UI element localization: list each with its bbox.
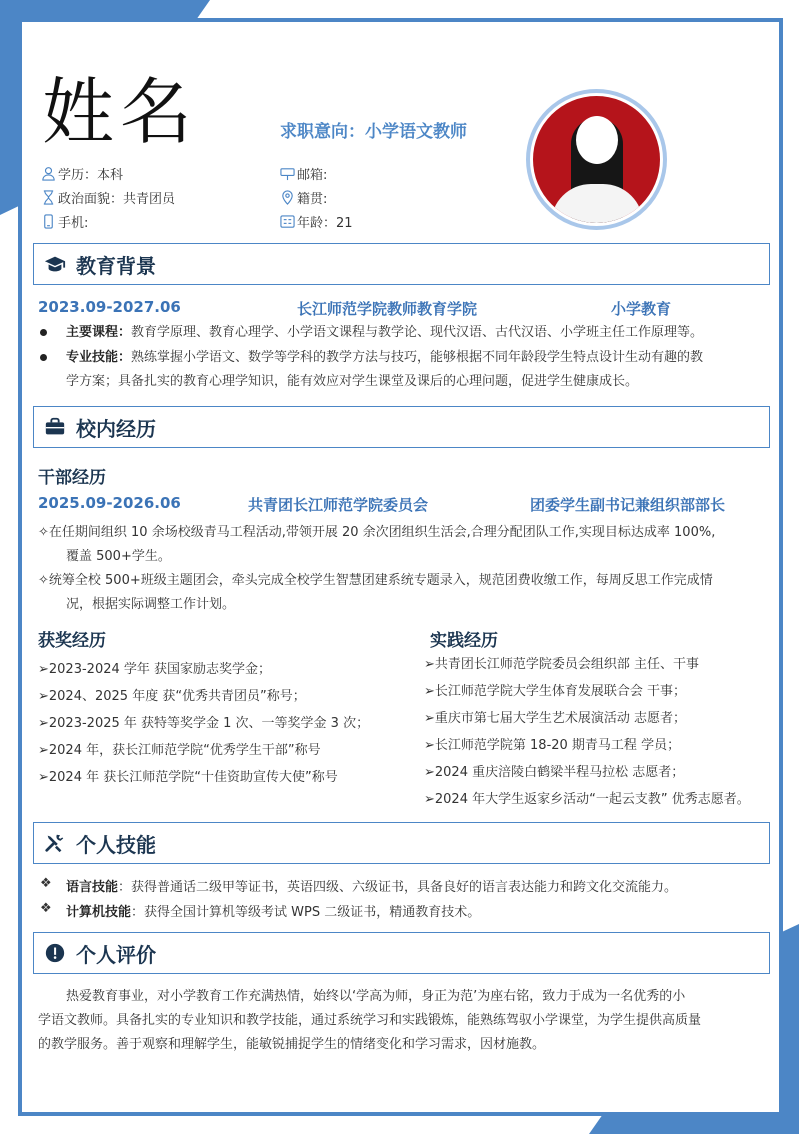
cadre-item-2b: 况，根据实际调整工作计划。: [66, 597, 236, 612]
award-item: ➢2023-2025 年 获特等奖学金 1 次、一等奖学金 3 次；: [38, 716, 370, 731]
practice-item: ➢长江师范学院大学生体育发展联合会 干事；: [424, 684, 687, 699]
mailbox-icon: [279, 165, 295, 181]
cadre-item-1b: 覆盖 500+学生。: [66, 549, 171, 564]
info-phone: [40, 211, 88, 231]
award-item: ➢2023-2024 学年 获国家励志奖学金；: [38, 662, 272, 677]
awards-title: 获奖经历: [38, 631, 106, 651]
location-pin-icon: [279, 189, 295, 205]
skills-label: 专业技能：: [66, 350, 132, 365]
section-skills-header: [33, 822, 770, 864]
profile-photo: [526, 89, 667, 230]
award-item: ➢2024 年 获长江师范学院“十佳资助宣传大使”称号: [38, 770, 338, 785]
corner-decoration-bottom: [589, 1116, 799, 1134]
courses-text: 教育学原理、教育心理学、小学语文课程与教学论、现代汉语、古代汉语、小学班主任工作原理等。: [131, 325, 704, 340]
skills-line-2: 学方案；具备扎实的教育心理学知识，能有效应对学生课堂及课后的心理问题，促进学生健康成长。: [66, 374, 639, 389]
section-title: 个人评价: [76, 942, 156, 967]
skills-bullet: ❖: [40, 901, 52, 916]
courses-label: 主要课程：: [66, 325, 132, 340]
section-evaluation-header: [33, 932, 770, 974]
cadre-title: 干部经历: [38, 468, 106, 488]
practice-item: ➢2024 重庆涪陵白鹤梁半程马拉松 志愿者；: [424, 765, 685, 780]
hometown-text: 籍贯:: [297, 191, 328, 207]
politics-text: 政治面貌：共青团员: [58, 191, 176, 207]
section-education-header: [33, 243, 770, 285]
practice-item: ➢重庆市第七届大学生艺术展演活动 志愿者；: [424, 711, 687, 726]
graduation-cap-icon: [44, 253, 66, 275]
cadre-org: 共青团长江师范学院委员会: [248, 496, 429, 514]
education-text: 学历：本科: [58, 167, 124, 183]
practice-item: ➢共青团长江师范学院委员会组织部 主任、干事: [424, 657, 700, 672]
cadre-item-1: ✧在任期间组织 10 余场校级青马工程活动,带领开展 20 余次团组织生活会,合理分配团队工作,实现目标达成率 100%,: [38, 525, 716, 540]
info-icon: [44, 942, 66, 964]
skills-bullet: ❖: [40, 876, 52, 891]
age-text: 年龄：21: [297, 215, 353, 231]
info-hometown: [279, 187, 327, 207]
practice-title: 实践经历: [430, 631, 498, 651]
resume-name: 姓名: [42, 70, 199, 154]
practice-item: ➢2024 年大学生返家乡活动“一起云支教” 优秀志愿者。: [424, 792, 750, 807]
section-title: 教育背景: [76, 253, 156, 278]
info-email: [279, 163, 327, 183]
language-skill-label: 语言技能: [66, 880, 119, 895]
id-card-icon: [279, 213, 295, 229]
section-campus-header: [33, 406, 770, 448]
bullet-dot: [40, 329, 47, 336]
computer-skill-line: [66, 901, 480, 920]
section-title: 个人技能: [76, 832, 156, 857]
skills-text-1: 熟练掌握小学语文、数学等学科的教学方法与技巧，能够根据不同年龄段学生特点设计生动有趣的教: [131, 350, 704, 365]
language-skill-line: [66, 876, 677, 895]
language-skill-text: ：获得普通话二级甲等证书，英语四级、六级证书，具备良好的语言表达能力和跨文化交流能力。: [118, 880, 678, 895]
computer-skill-label: 计算机技能: [66, 905, 132, 920]
cadre-date: 2025.09-2026.06: [38, 494, 181, 512]
info-politics: [40, 187, 175, 207]
award-item: ➢2024 年，获长江师范学院“优秀学生干部”称号: [38, 743, 321, 758]
cadre-item-2: ✧统筹全校 500+班级主题团会，牵头完成全校学生智慧团建系统专题录入，规范团费收缴工作，每周反思工作完成情: [38, 573, 713, 588]
section-title: 校内经历: [76, 416, 156, 441]
hourglass-icon: [40, 189, 56, 205]
computer-skill-text: ：获得全国计算机等级考试 WPS 二级证书，精通教育技术。: [131, 905, 481, 920]
phone-icon: [40, 213, 56, 229]
courses-line: [66, 321, 703, 345]
award-item: ➢2024、2025 年度 获“优秀共青团员”称号；: [38, 689, 306, 704]
phone-text: 手机:: [58, 215, 89, 231]
photo-image: [533, 96, 660, 223]
job-intent: 求职意向：小学语文教师: [280, 122, 467, 142]
user-icon: [40, 165, 56, 181]
corner-decoration-right: [781, 924, 799, 1134]
email-text: 邮箱:: [297, 167, 328, 183]
evaluation-line-3: 的教学服务。善于观察和理解学生，能敏锐捕捉学生的情绪变化和学习需求，因材施教。: [38, 1037, 546, 1052]
education-school: 长江师范学院教师教育学院: [297, 300, 478, 318]
bullet-dot: [40, 354, 47, 361]
evaluation-line-2: 学语文教师。具备扎实的专业知识和教学技能，通过系统学习和实践锻炼，能熟练驾驭小学课堂，为学生提供高质量: [38, 1013, 702, 1028]
education-major: 小学教育: [611, 300, 672, 318]
education-date: 2023.09-2027.06: [38, 298, 181, 316]
cadre-role: 团委学生副书记兼组织部部长: [530, 496, 726, 514]
tools-icon: [44, 832, 66, 854]
corner-decoration-top: [0, 0, 210, 18]
corner-decoration-left: [0, 0, 18, 215]
briefcase-icon: [44, 416, 66, 438]
info-education: [40, 163, 123, 183]
info-age: [279, 211, 353, 231]
skills-line: [66, 346, 703, 370]
practice-item: ➢长江师范学院第 18-20 期青马工程 学员；: [424, 738, 681, 753]
evaluation-line-1: 热爱教育事业，对小学教育工作充满热情，始终以‘学高为师，身正为范’为座右铭，致力于成为一名优秀的小: [66, 989, 686, 1004]
